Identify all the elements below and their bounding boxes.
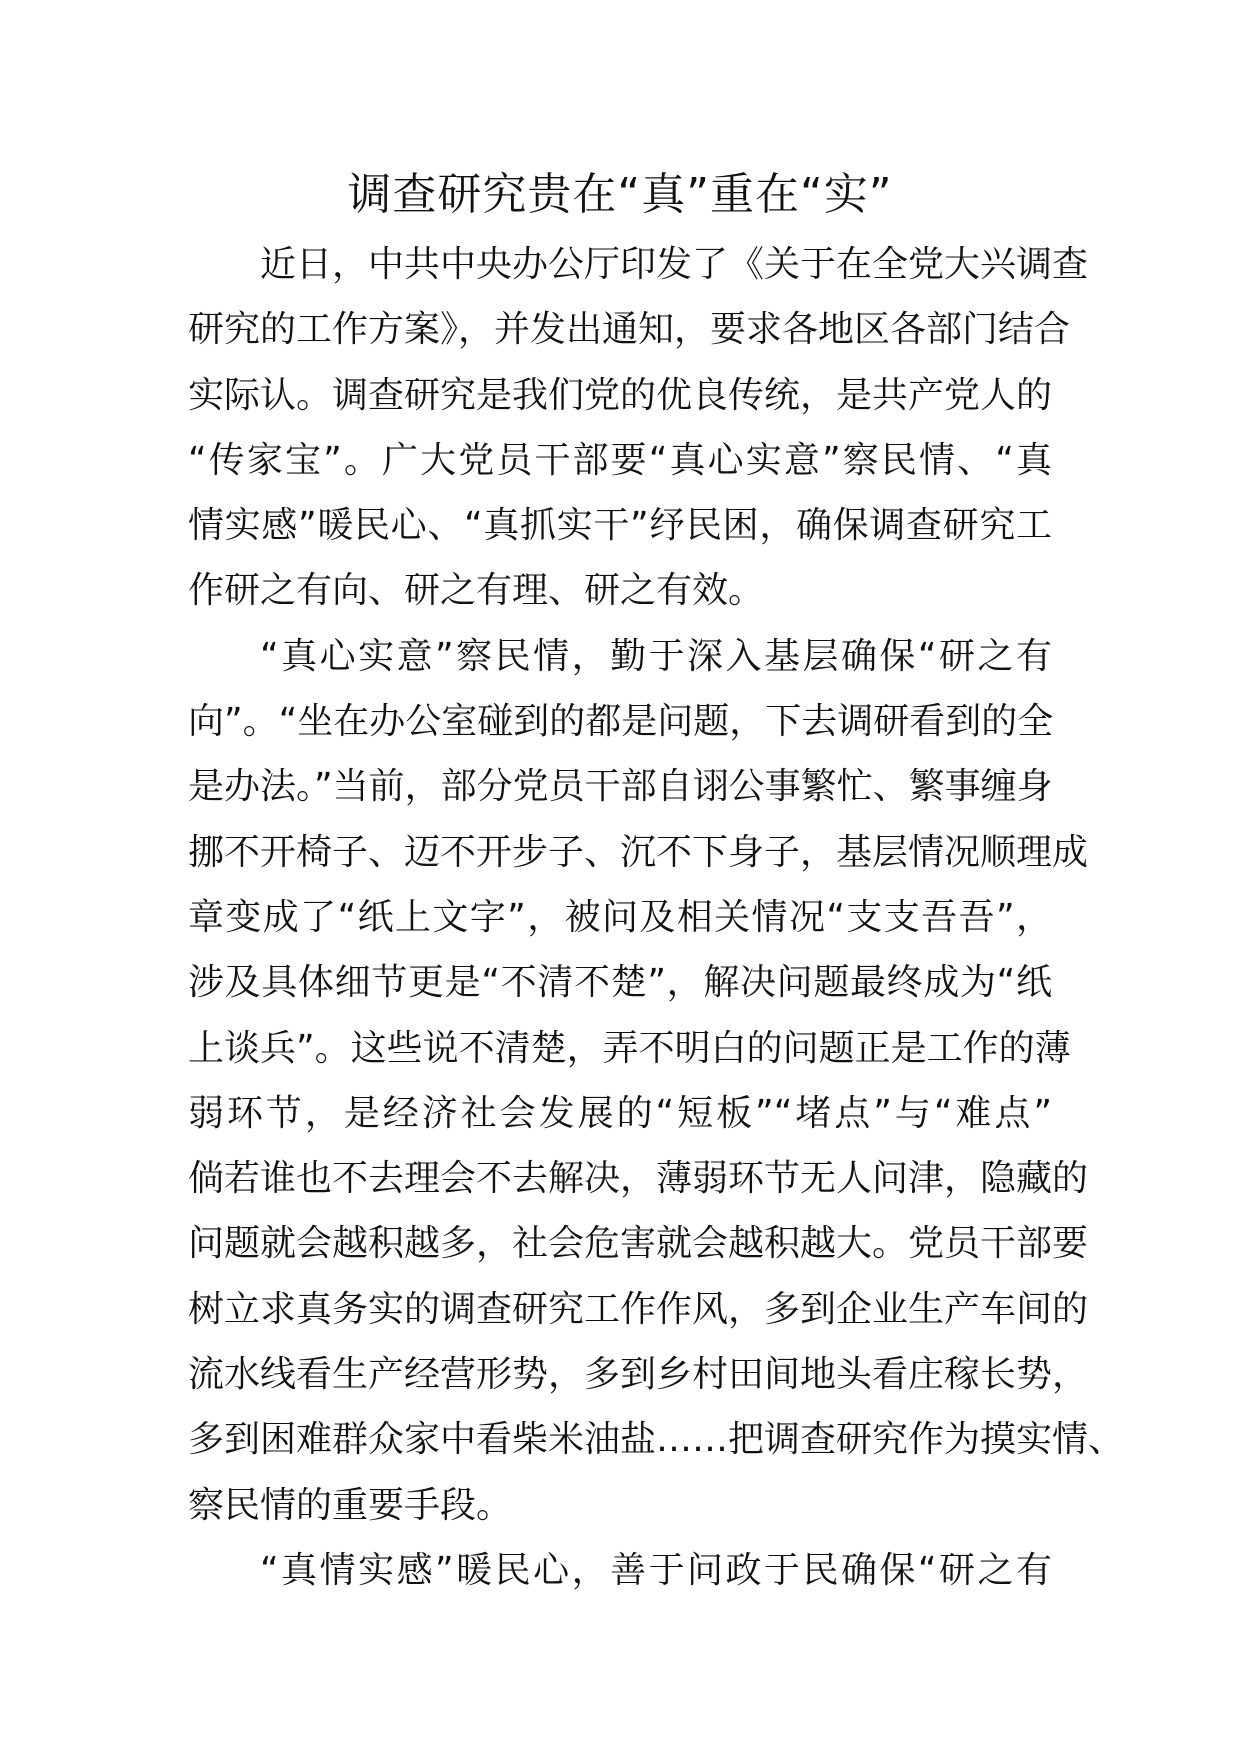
paragraph-2-line-8: 弱环节，是经济社会发展的“短板”“堵点”与“难点”	[188, 1092, 1052, 1134]
document-title: 调查研究贵在“真”重在“实”	[347, 169, 893, 220]
paragraph-2-line-2: 向”。“坐在办公室碰到的都是问题，下去调研看到的全	[188, 701, 1054, 743]
paragraph-2-line-11: 树立求真务实的调查研究工作作风，多到企业生产车间的	[188, 1288, 1089, 1330]
paragraph-2-line-12: 流水线看生产经营形势，多到乡村田间地头看庄稼长势，	[188, 1354, 1089, 1396]
paragraph-1-line-4: “传家宝”。广大党员干部要“真心实意”察民情、“真	[188, 439, 1052, 481]
paragraph-1-line-1: 近日，中共中央办公厅印发了《关于在全党大兴调查	[260, 244, 1089, 285]
paragraph-1-line-5: 情实感”暖民心、“真抓实干”纾民困，确保调查研究工	[188, 505, 1052, 547]
paragraph-2-line-4: 挪不开椅子、迈不开步子、沉不下身子，基层情况顺理成	[188, 831, 1089, 873]
paragraph-2-line-13: 多到困难群众家中看柴米油盐……把调查研究作为摸实情、	[188, 1419, 1125, 1461]
paragraph-1-line-3: 实际认。调查研究是我们党的优良传统，是共产党人的	[188, 374, 1053, 416]
paragraph-2-line-10: 问题就会越积越多，社会危害就会越积越大。党员干部要	[188, 1223, 1089, 1265]
document-body	[188, 232, 1125, 1603]
paragraph-1-line-6: 作研之有向、研之有理、研之有效。	[188, 570, 765, 612]
paragraph-2-line-3: 是办法。”当前，部分党员干部自诩公事繁忙、繁事缠身	[188, 766, 1053, 808]
paragraph-2-line-14: 察民情的重要手段。	[188, 1484, 513, 1526]
paragraph-2-line-5: 章变成了“纸上文字”，被问及相关情况“支支吾吾”，	[188, 896, 1052, 938]
paragraph-2-line-9: 倘若谁也不去理会不去解决，薄弱环节无人问津，隐藏的	[188, 1158, 1089, 1200]
paragraph-2-line-1: “真心实意”察民情，勤于深入基层确保“研之有	[260, 635, 1052, 677]
paragraph-1-line-2: 研究的工作方案》，并发出通知，要求各地区各部门结合	[188, 309, 1071, 351]
paragraph-3-line-1: “真情实感”暖民心，善于问政于民确保“研之有	[260, 1549, 1052, 1591]
paragraph-2-line-7: 上谈兵”。这些说不清楚，弄不明白的问题正是工作的薄	[188, 1027, 1071, 1069]
paragraph-2-line-6: 涉及具体细节更是“不清不楚”，解决问题最终成为“纸	[188, 962, 1052, 1004]
